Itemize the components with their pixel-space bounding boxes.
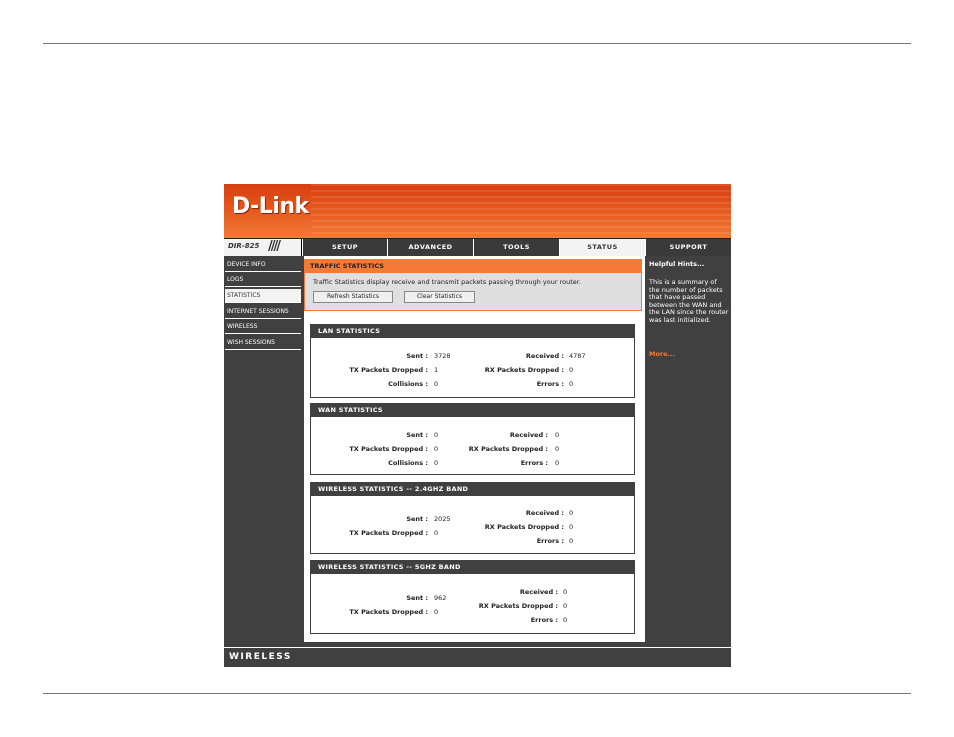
lan-rx-dropped-value: 0 <box>569 366 574 374</box>
wan-collisions-value: 0 <box>434 459 439 467</box>
wireless-5ghz-tx-dropped-value: 0 <box>434 608 439 616</box>
wan-rx-dropped-value: 0 <box>555 445 560 453</box>
tab-setup[interactable]: SETUP <box>302 239 387 256</box>
wan-sent-value: 0 <box>434 431 439 439</box>
wan-tx-dropped-value: 0 <box>434 445 439 453</box>
router-ui <box>224 184 731 667</box>
helpful-hints-title: Helpful Hints... <box>649 260 705 268</box>
lan-tx-dropped-label: TX Packets Dropped : <box>349 366 428 374</box>
wan-sent-label: Sent : <box>406 431 428 439</box>
wireless-24ghz-sent-label: Sent : <box>406 515 428 523</box>
tab-tools[interactable]: TOOLS <box>473 239 559 256</box>
wan-errors-value: 0 <box>555 459 560 467</box>
main-content <box>304 256 645 642</box>
wan-rx-dropped-label: RX Packets Dropped : <box>468 445 548 453</box>
lan-tx-dropped-value: 1 <box>434 366 439 374</box>
wan-received-value: 0 <box>555 431 560 439</box>
refresh-statistics-button[interactable]: Refresh Statistics <box>313 291 393 303</box>
helpful-hints-text: This is a summary of the number of packets that have passed between the WAN and the LAN since the router was last initialized. <box>649 278 729 324</box>
header-banner <box>224 184 731 238</box>
traffic-statistics-title: TRAFFIC STATISTICS <box>305 260 641 273</box>
wireless-5ghz-tx-dropped-label: TX Packets Dropped : <box>349 608 428 616</box>
lan-collisions-value: 0 <box>434 380 439 388</box>
banner-stripes <box>311 184 731 238</box>
wireless-24ghz-statistics-title: WIRELESS STATISTICS -- 2.4GHZ BAND <box>311 483 634 496</box>
sidebar-item-internet-sessions[interactable]: INTERNET SESSIONS <box>225 305 301 319</box>
lan-received-value: 4787 <box>569 352 586 360</box>
wireless-5ghz-errors-value: 0 <box>563 616 568 624</box>
sidebar-item-statistics[interactable]: STATISTICS <box>225 289 301 303</box>
wireless-24ghz-errors-value: 0 <box>569 537 574 545</box>
traffic-statistics-panel <box>304 259 642 311</box>
clear-statistics-button[interactable]: Clear Statistics <box>404 291 475 303</box>
top-nav <box>224 238 731 256</box>
wireless-24ghz-errors-label: Errors : <box>536 537 564 545</box>
traffic-statistics-description: Traffic Statistics display receive and transmit packets passing through your router. <box>313 278 581 286</box>
bottom-rule <box>43 693 911 694</box>
dlink-logo: D-Link <box>232 194 309 219</box>
wireless-24ghz-tx-dropped-label: TX Packets Dropped : <box>349 529 428 537</box>
tab-support[interactable]: SUPPORT <box>645 239 731 256</box>
lan-sent-label: Sent : <box>406 352 428 360</box>
sidebar-item-wireless[interactable]: WIRELESS <box>225 320 301 334</box>
lan-sent-value: 3728 <box>434 352 451 360</box>
wan-errors-label: Errors : <box>520 459 548 467</box>
tab-advanced[interactable]: ADVANCED <box>387 239 473 256</box>
wan-received-label: Received : <box>509 431 548 439</box>
wireless-24ghz-statistics-panel <box>310 482 635 554</box>
wireless-5ghz-received-label: Received : <box>519 588 558 596</box>
lan-received-label: Received : <box>525 352 564 360</box>
wireless-24ghz-rx-dropped-value: 0 <box>569 523 574 531</box>
wan-collisions-label: Collisions : <box>388 459 428 467</box>
lan-errors-value: 0 <box>569 380 574 388</box>
footer-wireless-logo: WIRELESS <box>229 652 292 662</box>
wireless-5ghz-statistics-title: WIRELESS STATISTICS -- 5GHZ BAND <box>311 561 634 574</box>
sidebar-item-device-info[interactable]: DEVICE INFO <box>225 258 301 272</box>
top-rule <box>43 43 911 44</box>
lan-rx-dropped-label: RX Packets Dropped : <box>484 366 564 374</box>
wireless-5ghz-statistics-panel <box>310 560 635 634</box>
wireless-5ghz-rx-dropped-label: RX Packets Dropped : <box>478 602 558 610</box>
sidebar-item-wish-sessions[interactable]: WISH SESSIONS <box>225 336 301 350</box>
model-name: DIR-825 <box>228 242 260 250</box>
wireless-5ghz-errors-label: Errors : <box>530 616 558 624</box>
wireless-24ghz-received-label: Received : <box>525 509 564 517</box>
footer-bar <box>224 647 731 667</box>
wireless-5ghz-received-value: 0 <box>563 588 568 596</box>
lan-collisions-label: Collisions : <box>388 380 428 388</box>
more-link[interactable]: More... <box>649 350 675 358</box>
wan-statistics-panel <box>310 403 635 475</box>
helpful-hints-panel <box>647 256 731 642</box>
tab-status[interactable]: STATUS <box>559 239 645 256</box>
sidebar-item-logs[interactable]: LOGS <box>225 273 301 287</box>
lan-errors-label: Errors : <box>536 380 564 388</box>
lan-statistics-title: LAN STATISTICS <box>311 325 634 338</box>
wan-statistics-title: WAN STATISTICS <box>311 404 634 417</box>
wireless-24ghz-sent-value: 2025 <box>434 515 451 523</box>
wireless-5ghz-sent-label: Sent : <box>406 594 428 602</box>
model-slash-decor: //// <box>268 239 279 254</box>
wireless-24ghz-received-value: 0 <box>569 509 574 517</box>
sidebar <box>224 256 302 647</box>
wireless-5ghz-sent-value: 962 <box>434 594 447 602</box>
lan-statistics-panel <box>310 324 635 398</box>
wireless-24ghz-tx-dropped-value: 0 <box>434 529 439 537</box>
wireless-5ghz-rx-dropped-value: 0 <box>563 602 568 610</box>
model-badge <box>224 239 302 256</box>
wireless-24ghz-rx-dropped-label: RX Packets Dropped : <box>484 523 564 531</box>
wan-tx-dropped-label: TX Packets Dropped : <box>349 445 428 453</box>
